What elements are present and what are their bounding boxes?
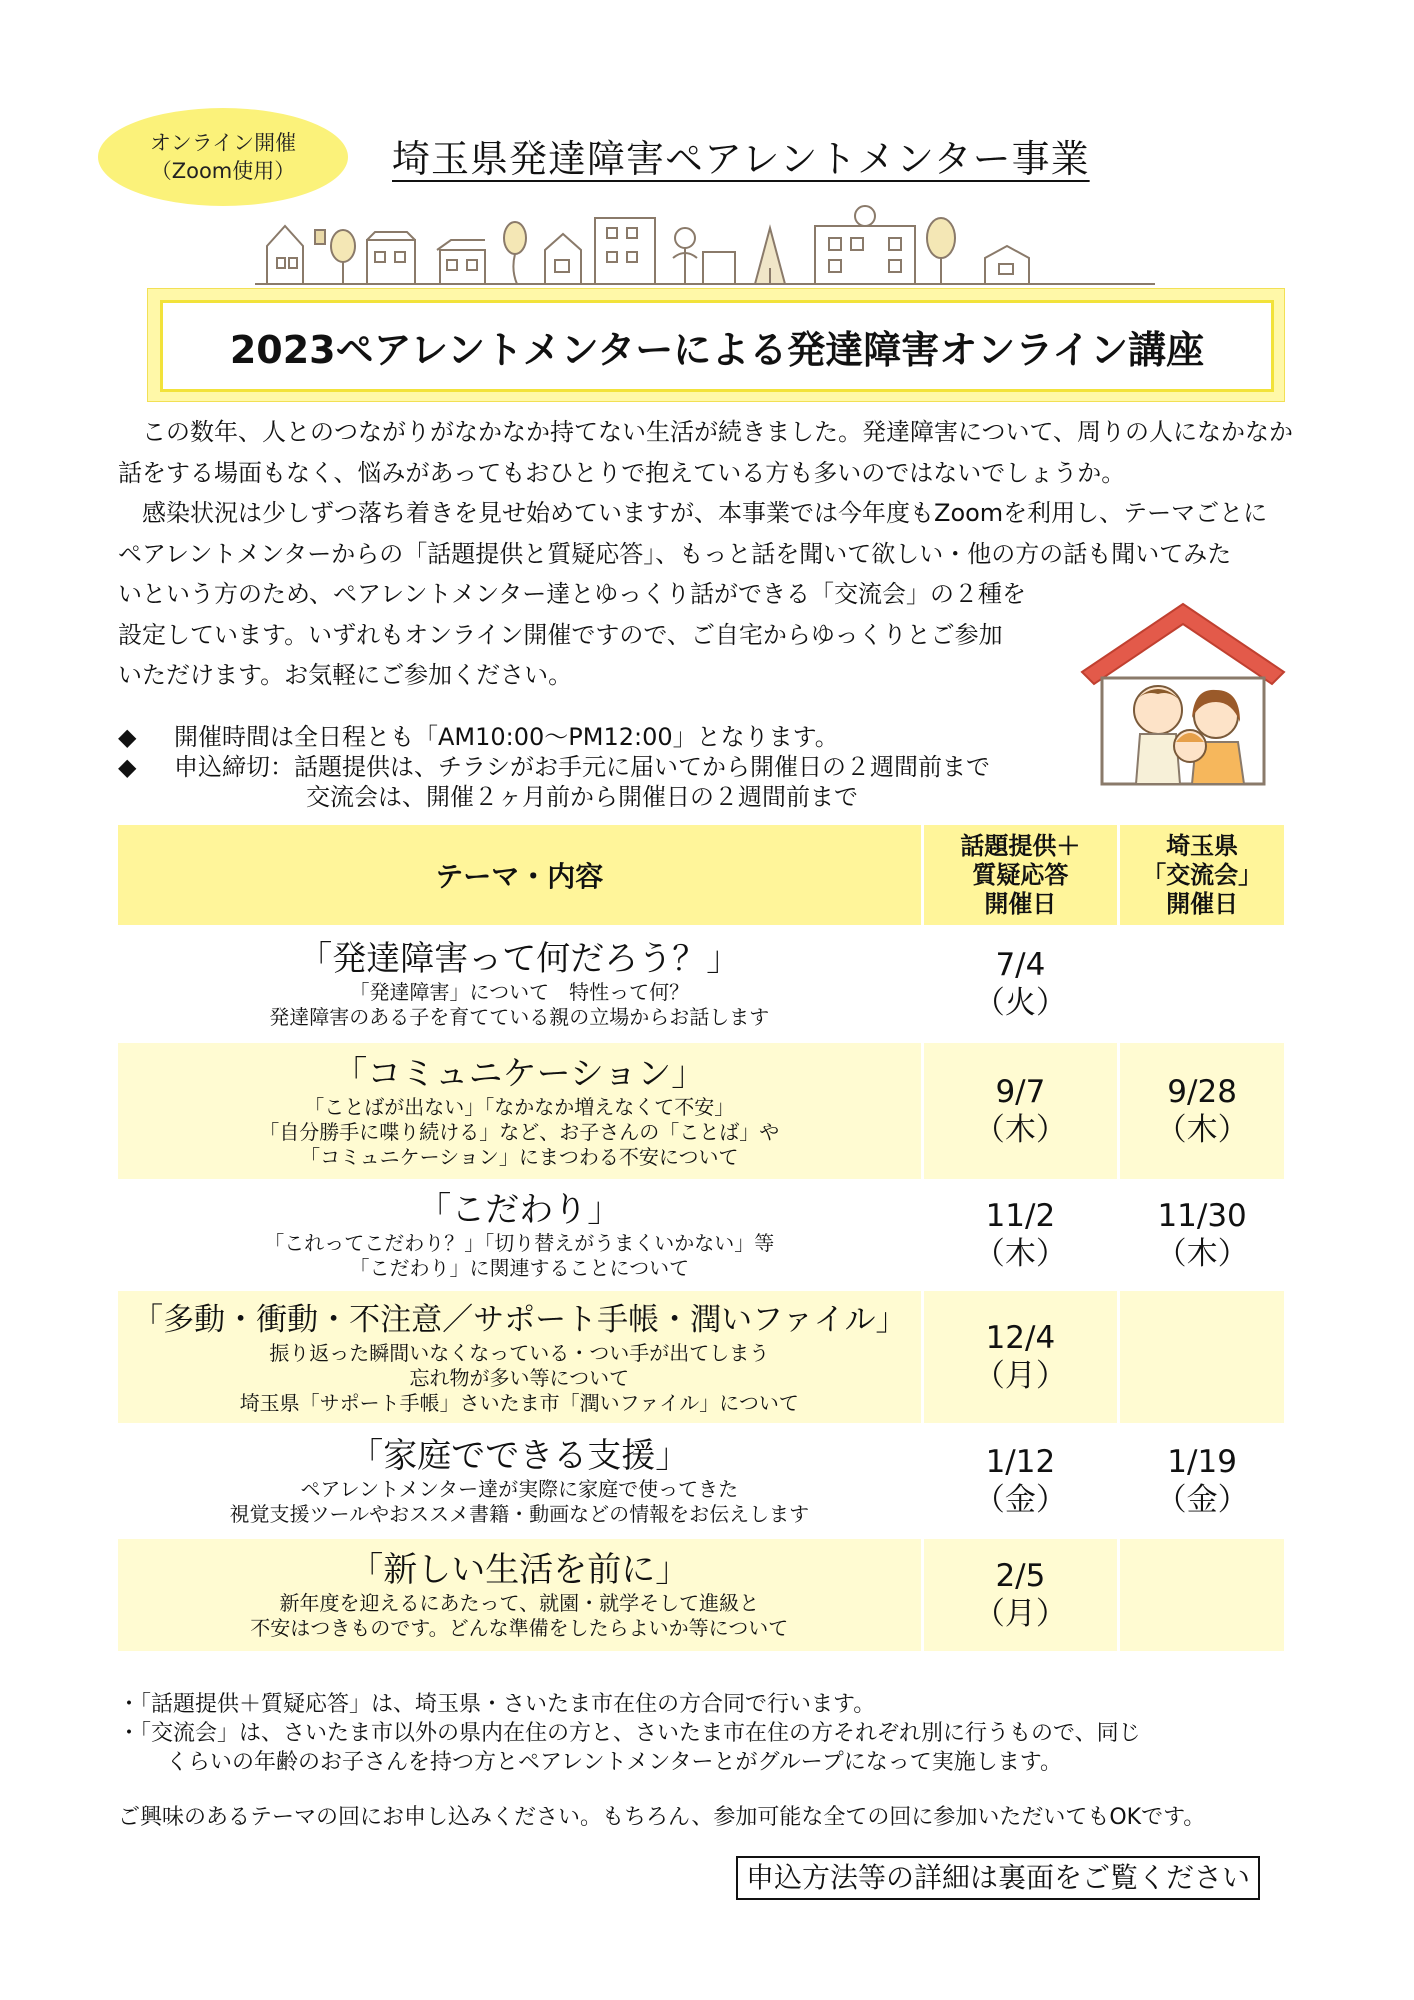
table-row (118, 1291, 1284, 1423)
topic-date-cell: 11/2 （木） (921, 1179, 1118, 1291)
intro-line-2: ペアレントメンターからの「話題提供と質疑応答」、もっと話を聞いて欲しい・他の方の話も聞いてみた (118, 539, 1232, 568)
topic-date-cell: 9/7 （木） (921, 1043, 1118, 1179)
family-house-illustration (1076, 598, 1290, 788)
table-row (118, 1539, 1284, 1651)
exchange-date-cell: 11/30 （木） (1117, 1179, 1284, 1291)
diamond-icon: ◆ (118, 753, 137, 781)
theme-cell: 「こだわり」 「これってこだわり？」「切り替えがうまくいかない」等 「こだわり」に関連することについて (264, 1190, 775, 1280)
note-2-continued: くらいの年齢のお子さんを持つ方とペアレントメンターとがグループになって実施します。 (166, 1750, 1062, 1775)
exchange-date-cell (1117, 1539, 1284, 1651)
note-1: ・「話題提供＋質疑応答」は、埼玉県・さいたま市在住の方合同で行います。 (118, 1692, 876, 1717)
bullet-deadline: 申込締切：話題提供は、チラシがお手元に届いてから開催日の２週間前まで (174, 753, 990, 781)
table-row (118, 1179, 1284, 1291)
footer-note: 申込方法等の詳細は裏面をご覧ください (736, 1856, 1260, 1900)
header-theme: テーマ・内容 (118, 825, 921, 925)
bullet-time: 開催時間は全日程とも「AM10:00～PM12:00」となります。 (174, 723, 839, 751)
topic-date-cell: 7/4 （火） (921, 925, 1118, 1043)
bullet-deadline-2: 交流会は、開催２ヶ月前から開催日の２週間前まで (306, 783, 858, 811)
theme-cell: 「多動・衝動・不注意／サポート手帳・潤いファイル」 振り返った瞬間いなくなっている・つい手が出てしまう 忘れ物が多い等について 埼玉県「サポート手帳」さいたま市「潤いファイル」について (118, 1291, 921, 1423)
exchange-date-cell (1117, 925, 1284, 1043)
exchange-date-cell: 1/19 （金） (1117, 1423, 1284, 1539)
intro-line-1: 感染状況は少しずつ落ち着きを見せ始めていますが、本事業では今年度もZoomを利用し、テーマごとに (142, 499, 1268, 527)
note-2: ・「交流会」は、さいたま市以外の県内在住の方と、さいたま市在住の方それぞれ別に行うもので、同じ (118, 1721, 1141, 1746)
topic-date-cell: 1/12 （金） (921, 1423, 1118, 1539)
header-topic-date: 話題提供＋ 質疑応答 開催日 (921, 825, 1118, 925)
table-header-row (118, 825, 1284, 925)
exchange-date-cell (1117, 1291, 1284, 1423)
theme-cell: 「家庭でできる支援」 ペアレントメンター達が実際に家庭で使ってきた 視覚支援ツールやおススメ書籍・動画などの情報をお伝えします (229, 1436, 810, 1526)
intro-line-4: 設定しています。いずれもオンライン開催ですので、ご自宅からゆっくりとご参加 (118, 620, 1003, 649)
theme-cell: 「新しい生活を前に」 新年度を迎えるにあたって、就園・就学そして進級と 不安はつきものです。どんな準備をしたらよいか等について (118, 1539, 921, 1651)
schedule-table (118, 825, 1284, 1651)
theme-cell: 「発達障害って何だろう？」 「発達障害」について 特性って何？ 発達障害のある子を育てている親の立場からお話します (269, 939, 770, 1029)
topic-date-cell: 12/4 （月） (921, 1291, 1118, 1423)
topic-date-cell: 2/5 （月） (921, 1539, 1118, 1651)
banner-title: 2023ペアレントメンターによる発達障害オンライン講座 (160, 300, 1274, 392)
townscape-illustration (255, 198, 1155, 288)
page-title: 埼玉県発達障害ペアレントメンター事業 (392, 137, 1090, 181)
table-row (118, 1423, 1284, 1539)
closing-text: ご興味のあるテーマの回にお申し込みください。もちろん、参加可能な全ての回に参加いただいてもOKです。 (118, 1805, 1206, 1830)
table-row (118, 925, 1284, 1043)
online-badge (98, 108, 348, 206)
theme-cell: 「コミュニケーション」 「ことばが出ない」「なかなか増えなくて不安」 「自分勝手に喋り続ける」など、お子さんの「ことば」や 「コミュニケーション」にまつわる不安について (118, 1043, 921, 1179)
intro-line-3: いという方のため、ペアレントメンター達とゆっくり話ができる「交流会」の２種を (118, 580, 1027, 608)
table-row (118, 1043, 1284, 1179)
info-bullets (118, 722, 990, 812)
diamond-icon: ◆ (118, 723, 137, 751)
badge-line1: オンライン開催 (149, 131, 297, 155)
intro-line-5: いただけます。お気軽にご参加ください。 (118, 661, 573, 689)
footnotes (118, 1690, 1141, 1777)
header-exchange-date: 埼玉県 「交流会」 開催日 (1117, 825, 1284, 925)
badge-line2: （Zoom使用） (150, 159, 296, 183)
intro-paragraph-1: この数年、人とのつながりがなかなか持てない生活が続きました。発達障害について、周りの人になかなか話をする場面もなく、悩みがあってもおひとりで抱えている方も多いのではないでしょうか。 (118, 418, 1294, 487)
exchange-date-cell: 9/28 （木） (1117, 1043, 1284, 1179)
